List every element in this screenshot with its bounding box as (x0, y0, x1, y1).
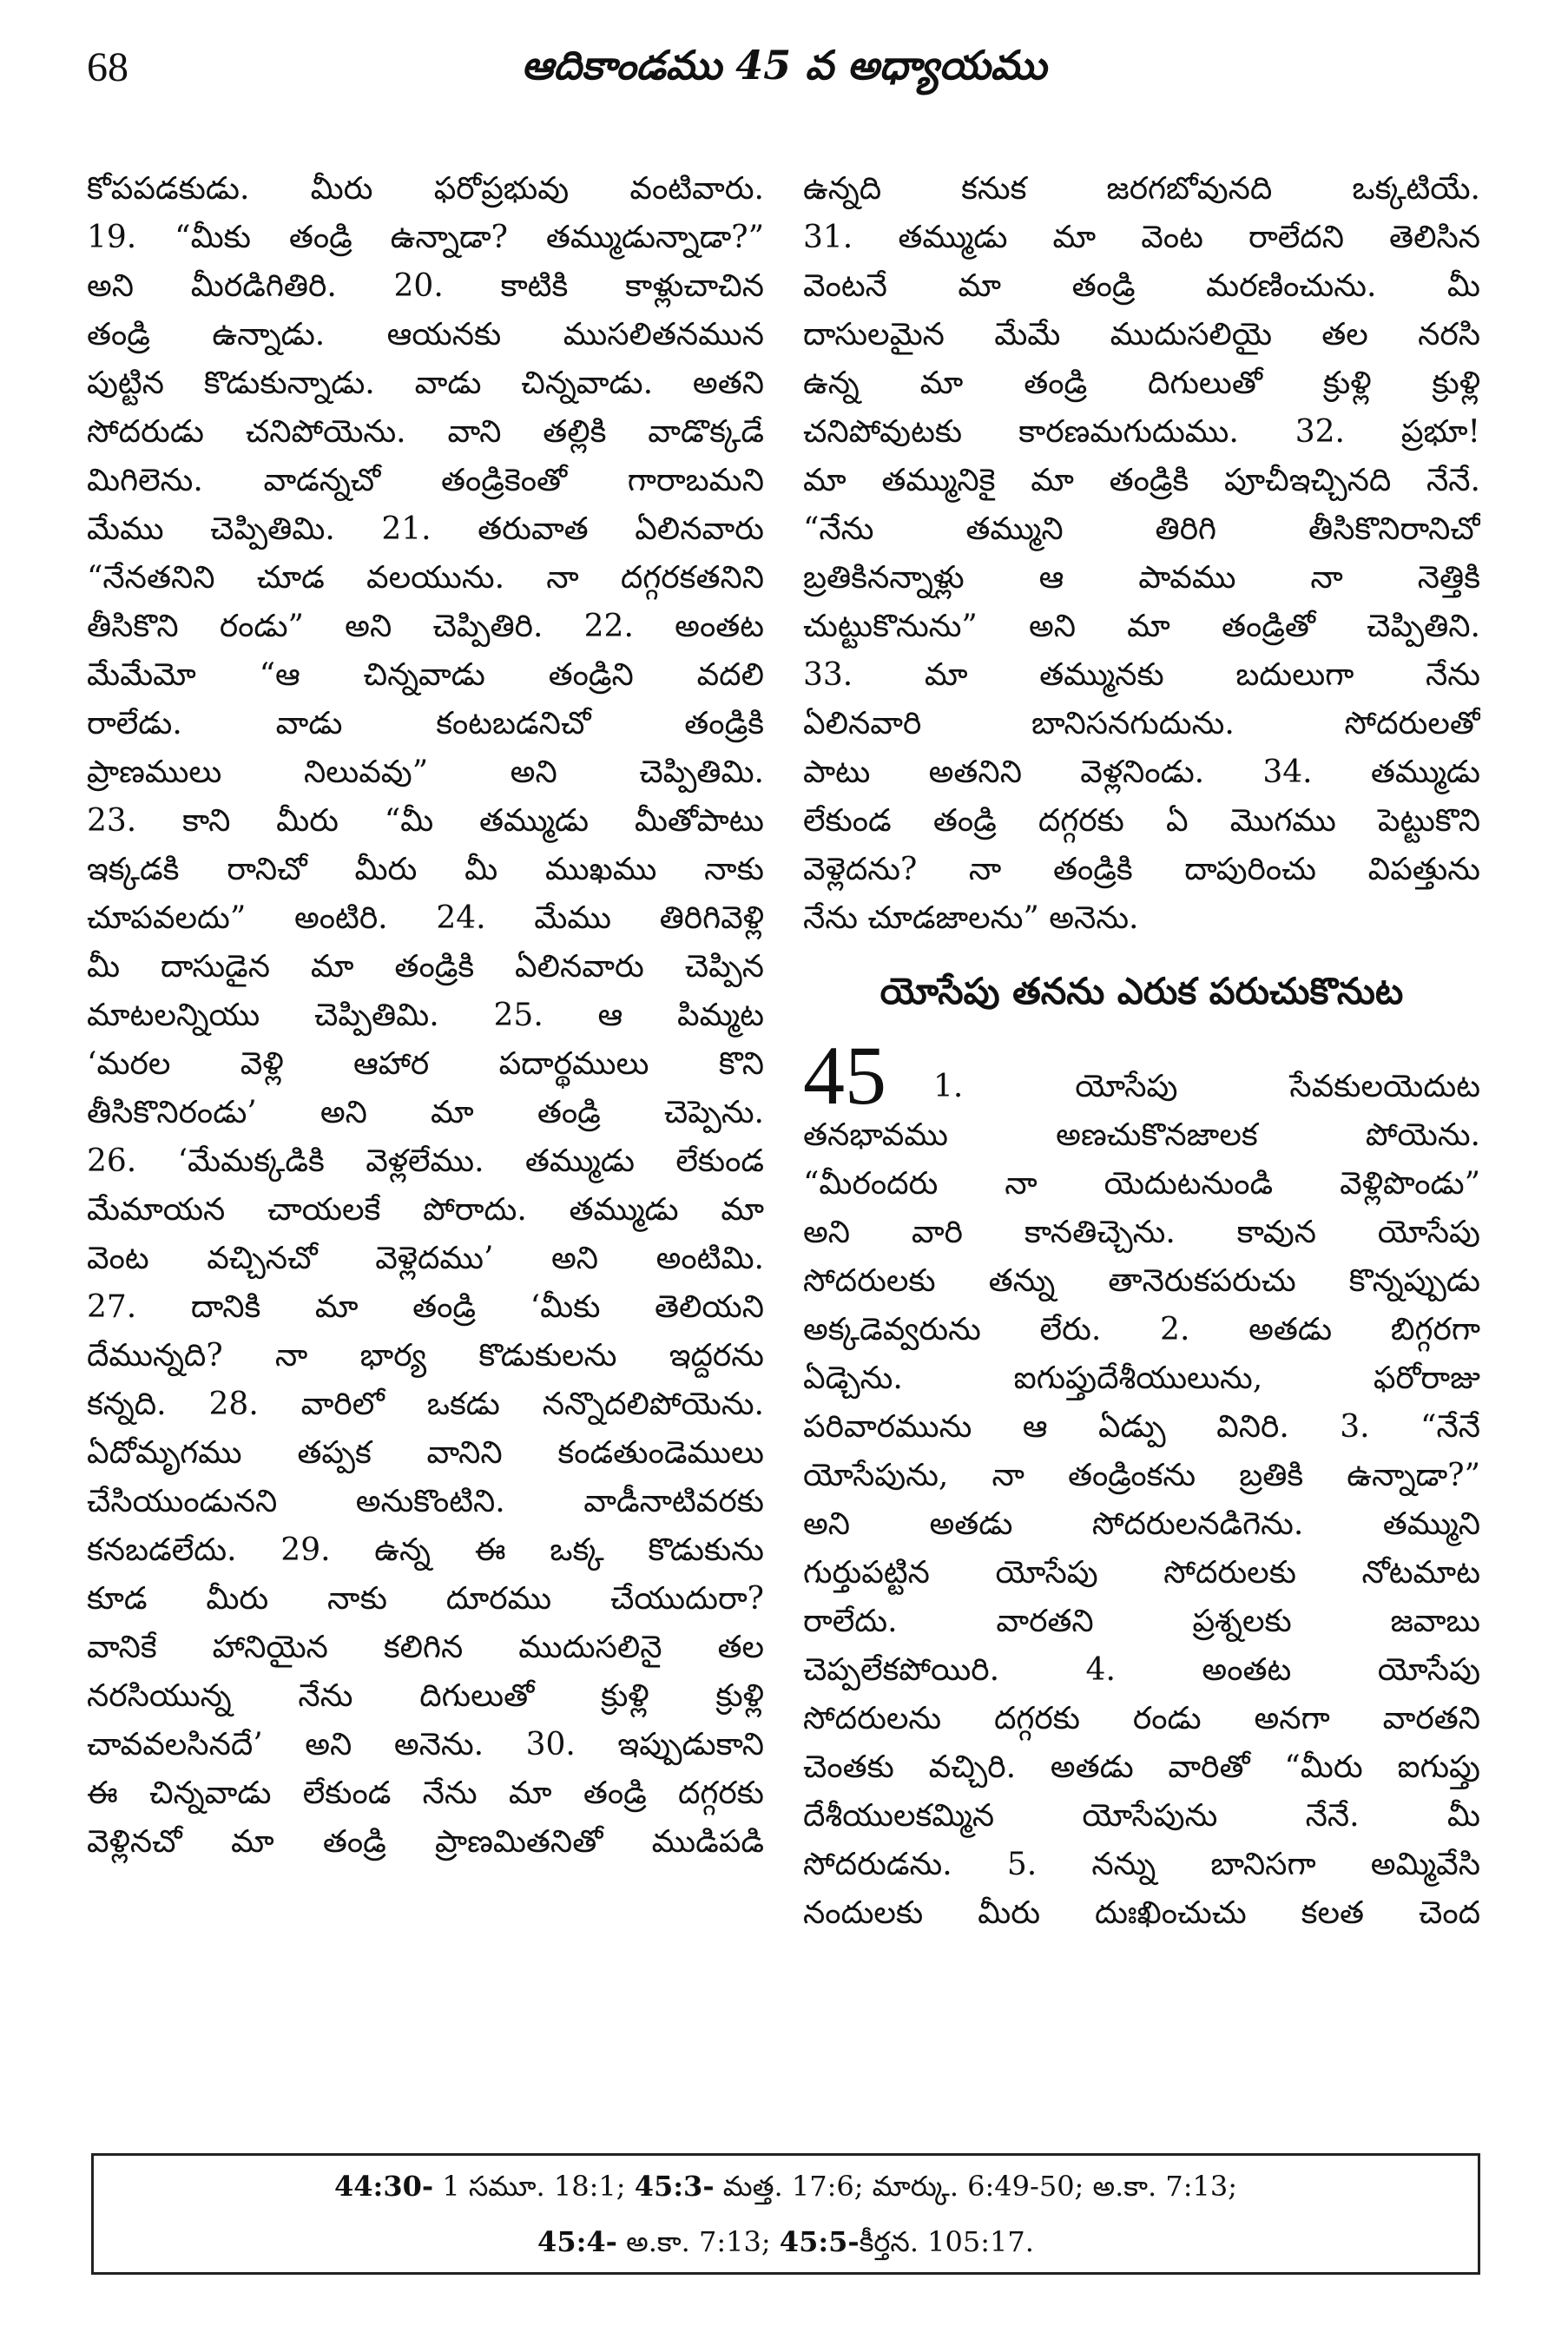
text-line: కనబడలేదు. 29. ఉన్న ఈ ఒక్క కొడుకును (87, 1532, 764, 1568)
text-line: కోపపడకుడు. మీరు ఫరోప్రభువు వంటివారు. (87, 171, 764, 207)
text-line: రాలేడు. వాడు కంటబడనిచో తండ్రికి (87, 706, 764, 741)
text-line: దాసులమైన మేమే ముదుసలియై తల నరసి (803, 317, 1480, 352)
text-line: తీసికొనిరండు’ అని మా తండ్రి చెప్పెను. (87, 1095, 764, 1130)
text-line: 33. మా తమ్మునకు బదులుగా నేను (803, 657, 1480, 693)
text-line: రాలేదు. వారతని ప్రశ్నలకు జవాబు (803, 1604, 1480, 1639)
text-line: మీ దాసుడైన మా తండ్రికి ఏలినవారు చెప్పిన (87, 949, 764, 985)
text-line: లేకుండ తండ్రి దగ్గరకు ఏ మొగము పెట్టుకొని (803, 803, 1480, 839)
text-line: సోదరుడు చనిపోయెను. వాని తల్లికి వాడొక్కడే (87, 414, 764, 450)
cross-reference-line (94, 2170, 1478, 2210)
cross-reference-targets: మత్త. 17:6; మార్కు. 6:49-50; అ.కా. 7:13; (714, 2170, 1238, 2203)
right-column-bottom (803, 1111, 1480, 1938)
text-line: అక్కడెవ్వరును లేరు. 2. అతడు బిగ్గరగా (803, 1312, 1480, 1347)
text-line: ఏడ్చెను. ఐగుప్తుదేశీయులును, ఫరోరాజు (803, 1360, 1480, 1396)
text-line: నందులకు మీరు దుఃఖించుచు కలత చెంద (803, 1895, 1480, 1931)
text-line: అని వారి కానతిచ్చెను. కావున యోసేపు (803, 1215, 1480, 1250)
text-line: దేశీయులకమ్మిన యోసేపును నేనే. మీ (803, 1798, 1480, 1834)
running-head: ఆదికాండము 45 వ అధ్యాయము (521, 42, 1047, 89)
section-heading: యోసేపు తనను ఎరుక పరుచుకొనుట (880, 970, 1404, 1012)
right-column (803, 165, 1480, 1938)
cross-reference-verse: 44:30- (333, 2170, 434, 2203)
cross-reference-line (94, 2225, 1478, 2265)
text-line: సోదరుడను. 5. నన్ను బానిసగా అమ్మివేసి (803, 1847, 1480, 1882)
text-line: కూడ మీరు నాకు దూరము చేయుదురా? (87, 1581, 764, 1617)
left-column (87, 165, 764, 1867)
text-line: 31. తమ్ముడు మా వెంట రాలేదని తెలిసిన (803, 220, 1480, 255)
text-line: చెప్పలేకపోయిరి. 4. అంతట యోసేపు (803, 1652, 1480, 1688)
text-line: నరసియున్న నేను దిగులుతో క్రుళ్లి క్రుళ్లి (87, 1678, 764, 1714)
text-line: మేమేమో “ఆ చిన్నవాడు తండ్రిని వదలి (87, 657, 764, 693)
text-line: చనిపోవుటకు కారణమగుదుము. 32. ప్రభూ! (803, 414, 1480, 450)
text-line: చేసియుండునని అనుకొంటిని. వాడీనాటివరకు (87, 1484, 764, 1519)
text-line: 19. “మీకు తండ్రి ఉన్నాడా? తమ్ముడున్నాడా?” (87, 220, 764, 255)
text-line: తండ్రి ఉన్నాడు. ఆయనకు ముసలితనమున (87, 317, 764, 352)
text-line: ‘మరల వెళ్లి ఆహార పదార్థములు కొని (87, 1046, 764, 1082)
text-line: తీసికొని రండు” అని చెప్పితిరి. 22. అంతట (87, 609, 764, 644)
text-line: ఉన్న మా తండ్రి దిగులుతో క్రుళ్లి క్రుళ్లి (803, 366, 1480, 401)
text-line: ప్రాణములు నిలువవు” అని చెప్పితిమి. (87, 754, 764, 790)
text-line: పరివారమును ఆ ఏడ్పు వినిరి. 3. “నేనే (803, 1409, 1480, 1445)
text-line: మాటలన్నియు చెప్పితిమి. 25. ఆ పిమ్మట (87, 998, 764, 1033)
text-line: చూపవలదు” అంటిరి. 24. మేము తిరిగివెళ్లి (87, 900, 764, 936)
text-line: పుట్టిన కొడుకున్నాడు. వాడు చిన్నవాడు. అతని (87, 366, 764, 401)
text-line: “నేనతనిని చూడ వలయును. నా దగ్గరకతనిని (87, 560, 764, 596)
text-line: మేము చెప్పితిమి. 21. తరువాత ఏలినవారు (87, 511, 764, 547)
text-line: వెళ్లినచో మా తండ్రి ప్రాణమితనితో ముడిపడి (87, 1824, 764, 1860)
text-line: ఏదోమృగము తప్పక వానిని కండతుండెములు (87, 1435, 764, 1471)
cross-reference-box (91, 2153, 1480, 2275)
text-line: వెళ్లెదను? నా తండ్రికి దాపురించు విపత్తును (803, 852, 1480, 887)
text-line: “నేను తమ్ముని తిరిగి తీసికొనిరానిచో (803, 511, 1480, 547)
text-line: పాటు అతనిని వెళ్లనిండు. 34. తమ్ముడు (803, 754, 1480, 790)
cross-reference-verse: 45:3- (634, 2170, 715, 2203)
page-number: 68 (87, 44, 128, 90)
text-line: చుట్టుకొనును” అని మా తండ్రితో చెప్పితిని. (803, 609, 1480, 644)
text-line: దేమున్నది? నా భార్య కొడుకులను ఇద్దరను (87, 1338, 764, 1374)
text-line: చావవలసినదే’ అని అనెను. 30. ఇప్పుడుకాని (87, 1727, 764, 1762)
text-line: అని మీరడిగితిరి. 20. కాటికి కాళ్లుచాచిన (87, 268, 764, 304)
text-line: బ్రతికినన్నాళ్లు ఆ పావము నా నెత్తికి (803, 560, 1480, 596)
text-line: అని అతడు సోదరులనడిగెను. తమ్ముని (803, 1506, 1480, 1542)
cross-reference-verse: 45:4- (537, 2225, 617, 2258)
text-line: నేను చూడజాలను” అనెను. (803, 900, 1139, 936)
text-line: 27. దానికి మా తండ్రి ‘మీకు తెలియని (87, 1289, 764, 1325)
text-line: కన్నది. 28. వారిలో ఒకడు నన్నొదలిపోయెను. (87, 1387, 764, 1422)
text-line: సోదరులను దగ్గరకు రండు అనగా వారతని (803, 1701, 1480, 1736)
text-line: మేమాయన చాయలకే పోరాదు. తమ్ముడు మా (87, 1192, 764, 1228)
text-line: చెంతకు వచ్చిరి. అతడు వారితో “మీరు ఐగుప్తు (803, 1749, 1480, 1785)
text-line: మా తమ్మునికై మా తండ్రికి పూచీఇచ్చినది నేనే. (803, 463, 1480, 498)
cross-reference-targets: కీర్తన. 105:17. (859, 2225, 1034, 2258)
text-line: 26. ‘మేమక్కడికి వెళ్లలేము. తమ్ముడు లేకుండ (87, 1143, 764, 1179)
chapter-opening (803, 1029, 1480, 1122)
right-column-top (803, 165, 1480, 943)
text-line: ఉన్నది కనుక జరగబోవునది ఒక్కటియే. (803, 171, 1480, 207)
text-line: 23. కాని మీరు “మీ తమ్ముడు మీతోపాటు (87, 803, 764, 839)
cross-reference-targets: అ.కా. 7:13; (616, 2225, 780, 2258)
text-line: ఈ చిన్నవాడు లేకుండ నేను మా తండ్రి దగ్గరకు (87, 1776, 764, 1811)
cross-reference-targets: 1 సమూ. 18:1; (433, 2170, 635, 2203)
chapter-first-line: 1. యోసేపు సేవకులయెదుట (933, 1069, 1480, 1104)
text-line: “మీరందరు నా యెదుటనుండి వెళ్లిపొండు” (803, 1166, 1480, 1202)
text-line: ఏలినవారి బానిసనగుదును. సోదరులతో (803, 706, 1480, 741)
text-line: మిగిలెను. వాడన్నచో తండ్రికెంతో గారాబమని (87, 463, 764, 498)
cross-reference-verse: 45:5- (779, 2225, 860, 2258)
chapter-number: 45 (803, 1029, 886, 1122)
text-line: సోదరులకు తన్ను తానెరుకపరుచు కొన్నప్పుడు (803, 1263, 1480, 1299)
text-line: యోసేపును, నా తండ్రింకను బ్రతికి ఉన్నాడా?” (803, 1458, 1480, 1493)
text-line: తనభావము అణచుకొనజాలక పోయెను. (803, 1117, 1480, 1153)
text-line: ఇక్కడకి రానిచో మీరు మీ ముఖము నాకు (87, 852, 764, 887)
text-line: వెంట వచ్చినచో వెళ్లెదము’ అని అంటిమి. (87, 1241, 764, 1276)
text-line: గుర్తుపట్టిన యోసేపు సోదరులకు నోటమాట (803, 1555, 1480, 1591)
text-line: వానికే హానియైన కలిగిన ముదుసలినై తల (87, 1630, 764, 1665)
text-line: వెంటనే మా తండ్రి మరణించును. మీ (803, 268, 1480, 304)
